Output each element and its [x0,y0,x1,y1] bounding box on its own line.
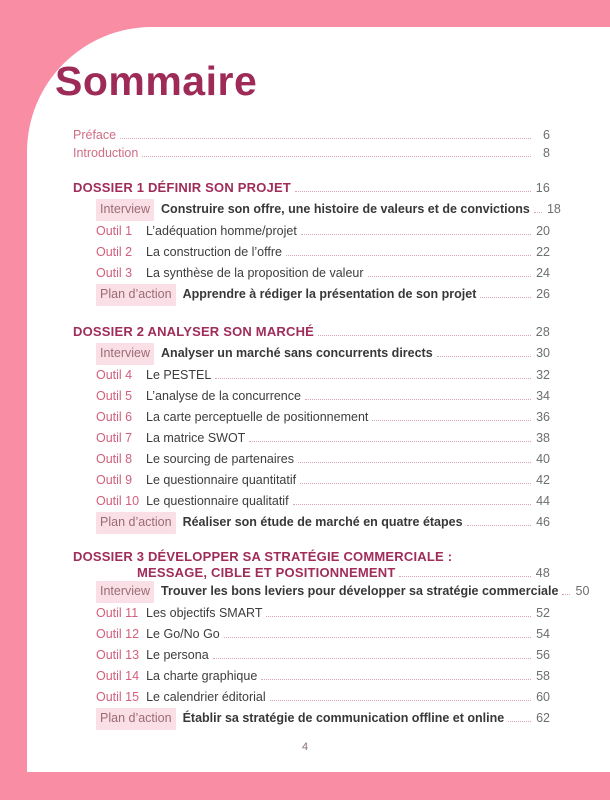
outil-label: Outil 11 [96,606,139,620]
dotted-leader [120,138,531,139]
toc-item-title: Le calendrier éditorial [146,690,266,704]
toc-row-item [96,242,550,263]
table-of-contents [73,127,590,730]
toc-page-ref: 58 [536,669,550,683]
toc-page-ref: 50 [575,584,590,598]
toc-item-title: Établir sa stratégie de communication offline et online [182,711,505,725]
toc-page-ref: 8 [543,145,550,160]
toc-item-title: La construction de l’offre [146,245,282,259]
toc-row-item [96,666,550,687]
dotted-leader [270,700,531,701]
dotted-leader [508,721,531,722]
toc-item-title: L’analyse de la concurrence [146,389,301,403]
toc-row-item [96,708,550,730]
toc-page-ref: 48 [535,566,550,580]
toc-page-ref: 52 [536,606,550,620]
toc-row-item [96,512,550,534]
dotted-leader [372,420,531,421]
toc-page-ref: 18 [546,202,561,216]
toc-page-ref: 60 [536,690,550,704]
section-heading-text: DOSSIER 1 DÉFINIR SON PROJET [73,180,291,195]
outil-label: Outil 13 [96,648,140,662]
toc-page-ref: 36 [536,410,550,424]
toc-row-item [96,491,550,512]
dotted-leader [286,255,531,256]
toc-item-title: La charte graphique [146,669,258,683]
dotted-leader [293,504,531,505]
outil-label: Outil 15 [96,690,140,704]
toc-item-title: Le sourcing de partenaires [146,452,295,466]
toc-item-title: Analyser un marché sans concurrents directs [161,346,433,360]
toc-page-ref: 44 [536,494,550,508]
dotted-leader [261,679,531,680]
toc-page-ref: 34 [536,389,550,403]
toc-row-item [96,581,590,603]
outil-label: Outil 6 [96,410,133,424]
toc-item-title: Réaliser son étude de marché en quatre étapes [182,515,463,529]
outil-label: Outil 1 [96,224,133,238]
toc-item-title: Trouver les bons leviers pour développer sa stratégie commerciale [161,584,559,598]
toc-item-title: Préface [73,128,117,142]
toc-page-ref: 24 [536,266,550,280]
toc-row-item [96,407,550,428]
section-heading-line [73,321,550,343]
toc-page-ref: 40 [536,452,550,466]
interview-label: Interview [96,199,154,221]
dotted-leader [224,637,531,638]
dotted-leader [534,212,542,213]
toc-item-title: La synthèse de la proposition de valeur [146,266,364,280]
toc-page-ref: 62 [536,711,550,725]
outil-label: Outil 14 [96,669,140,683]
dotted-leader [301,234,531,235]
plan-label: Plan d’action [96,512,176,534]
page-title: Sommaire [55,58,258,104]
outil-label: Outil 5 [96,389,133,403]
section-heading-text: DOSSIER 2 ANALYSER SON MARCHÉ [73,324,315,339]
toc-row-item [96,263,550,284]
content-sheet [27,27,610,772]
section-heading-line [73,549,550,565]
dotted-leader [298,462,531,463]
toc-page-ref: 6 [543,128,550,142]
toc-row-item [96,470,550,491]
dotted-leader [368,276,531,277]
toc-row-item [96,603,550,624]
toc-row-item [96,199,561,221]
toc-page-ref: 30 [536,346,550,360]
outil-label: Outil 2 [96,245,133,259]
dotted-leader [480,297,531,298]
section-heading-text: MESSAGE, CIBLE ET POSITIONNEMENT [137,565,396,580]
plan-label: Plan d’action [96,708,176,730]
toc-item-title: Les objectifs SMART [146,606,263,620]
dotted-leader [295,191,531,192]
toc-page-ref: 26 [536,287,550,301]
toc-item-title: Le persona [146,648,209,662]
toc-item-title: Le questionnaire quantitatif [146,473,297,487]
dotted-leader [213,658,531,659]
toc-item-title: Apprendre à rédiger la présentation de son projet [182,287,477,301]
dotted-leader [562,594,570,595]
toc-item-title: Le questionnaire qualitatif [146,494,289,508]
outil-label: Outil 8 [96,452,133,466]
dotted-leader [318,335,531,336]
toc-item-title: Le PESTEL [146,368,212,382]
toc-page-ref: 22 [536,245,550,259]
plan-label: Plan d’action [96,284,176,306]
toc-page-ref: 56 [536,648,550,662]
interview-label: Interview [96,581,154,603]
toc-item-title: Le Go/No Go [146,627,220,641]
toc-page-ref: 28 [535,325,550,339]
outil-label: Outil 4 [96,368,133,382]
interview-label: Interview [96,343,154,365]
toc-row-item [96,687,550,708]
outil-label: Outil 10 [96,494,140,508]
section-heading-text: DOSSIER 3 DÉVELOPPER SA STRATÉGIE COMMERCIALE : [73,549,453,564]
toc-section [73,549,590,730]
outil-label: Outil 7 [96,431,133,445]
toc-page-ref: 54 [536,627,550,641]
dotted-leader [266,616,531,617]
toc-row-item [96,449,550,470]
toc-page-ref: 46 [536,515,550,529]
toc-row-item [96,221,550,242]
toc-page-ref: 20 [536,224,550,238]
dotted-leader [300,483,531,484]
dotted-leader [142,156,531,157]
toc-row-item [96,365,550,386]
dotted-leader [215,378,531,379]
dotted-leader [305,399,531,400]
toc-item-title: La matrice SWOT [146,431,246,445]
toc-item-title: L’adéquation homme/projet [146,224,297,238]
section-heading-line [137,565,550,581]
toc-item-title: Introduction [73,145,139,160]
toc-item-title: Construire son offre, une histoire de valeurs et de convictions [161,202,530,216]
toc-page-ref: 42 [536,473,550,487]
toc-row-item [96,386,550,407]
toc-section [73,321,550,534]
dotted-leader [249,441,531,442]
outil-label: Outil 12 [96,627,140,641]
toc-page-ref: 32 [536,368,550,382]
outil-label: Outil 9 [96,473,133,487]
dotted-leader [467,525,531,526]
toc-item-title: La carte perceptuelle de positionnement [146,410,369,424]
outil-label: Outil 3 [96,266,133,280]
toc-row-item [96,343,550,365]
toc-row-front-matter [73,145,550,163]
page-number: 4 [301,741,309,753]
toc-row-item [96,428,550,449]
dotted-leader [437,356,531,357]
toc-row-item [96,624,550,645]
toc-row-front-matter [73,127,550,145]
toc-row-item [96,645,550,666]
toc-page-ref: 38 [536,431,550,445]
toc-row-item [96,284,550,306]
toc-page-ref: 16 [535,181,550,195]
section-heading-line [73,177,550,199]
toc-section [73,177,561,306]
dotted-leader [399,576,531,577]
